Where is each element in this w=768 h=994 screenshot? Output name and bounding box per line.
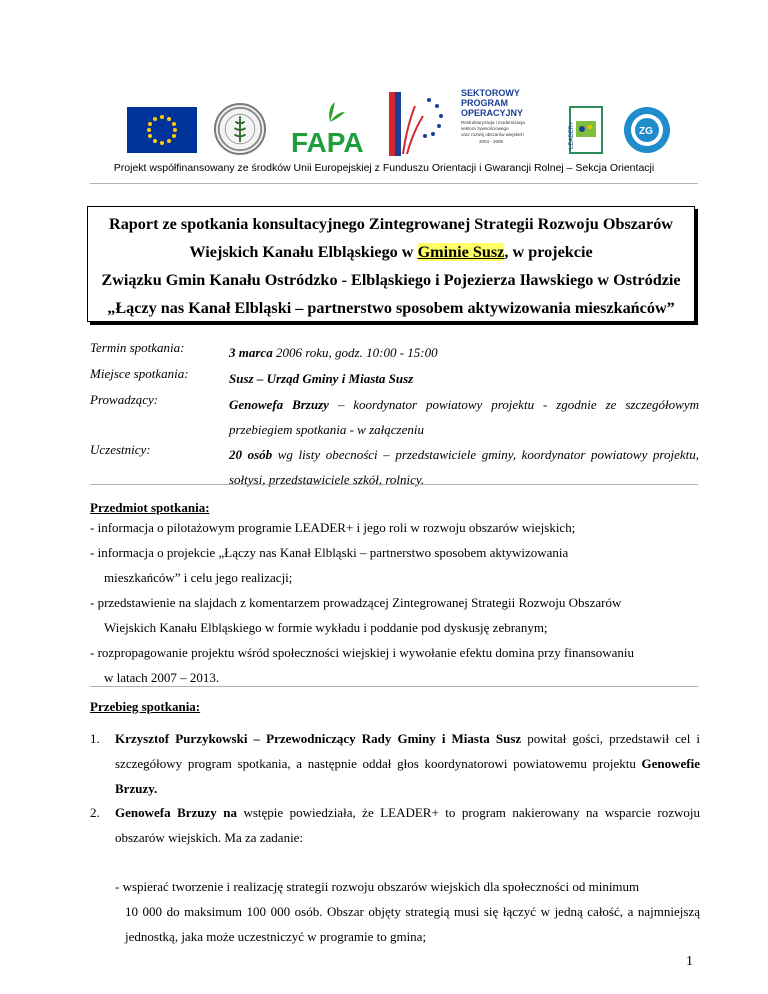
subject-bullet-3-line-2: Wiejskich Kanału Elbląskiego w formie wykładu i poddanie pod dyskusję zebranym; [104,620,548,635]
course-item-2-number: 2. [90,805,100,820]
page-number: 1 [686,954,693,969]
date-label: Termin spotkania: [90,340,185,355]
course-heading: Przebieg spotkania: [90,699,201,714]
eu-flag-logo [127,107,197,153]
place-label: Miejsce spotkania: [90,366,189,381]
svg-text:sektora żywnościowego: sektora żywnościowego [461,126,509,131]
lead-value [229,392,699,442]
fapa-logo [289,100,371,156]
svg-text:2004 - 2006: 2004 - 2006 [479,139,504,144]
lead-rest: – koordynator powiatowy projektu - zgodnie ze szczegółowym przebiegiem spotkania - w załączeniu [229,397,699,437]
subject-bullet-3 [90,590,700,640]
course-item-1-bold: Krzysztof Purzykowski – Przewodniczący Rady Gminy i Miasta Susz [115,731,522,746]
zg-logo [622,105,672,155]
svg-text:SEKTOROWY: SEKTOROWY [461,88,520,98]
course-item-2 [90,800,700,850]
place-bold: Susz – Urząd Gminy i Miasta Susz [229,371,414,386]
highlighted-gmina: Gminie Susz [417,243,505,261]
course-sub-item-1-line-2: 10 000 do maksimum 100 000 osób. Obszar objęty strategią musi się łączyć w jedną całość, a najmniejszą jednostką, jaka może uczestniczyć w programie to gmina; [125,904,700,944]
subject-bullet-2-line-1: - informacja o projekcie „Łączy nas Kanał Elbląski – partnerstwo sposobem aktywizowania [90,545,569,560]
svg-text:oraz rozwój obszarów wiejskich: oraz rozwój obszarów wiejskich [461,132,524,137]
svg-text:OPERACYJNY: OPERACYJNY [461,108,524,118]
lead-label: Prowadzący: [90,392,159,407]
date-value [229,340,699,365]
title-line-4: „Łączy nas Kanał Elbląski – partnerstwo sposobem aktywizowania mieszkańców” [107,299,675,317]
cofinancing-note: Projekt współfinansowany ze środków Unii Europejskiej z Funduszu Orientacji i Gwarancji Rolnej – Sekcja Orientacji [113,162,655,174]
course-sub-item-1-line-1: - wspierać tworzenie i realizację strategii rozwoju obszarów wiejskich dla społeczności od minimum [115,879,640,894]
participants-bold: 20 osób [229,447,273,462]
title-line-3: Związku Gmin Kanału Ostródzko - Elbląskiego i Pojezierza Iławskiego w Ostródzie [101,271,681,289]
subject-heading: Przedmiot spotkania: [90,500,210,515]
ministry-seal-logo [214,103,266,155]
subject-bullet-2-line-2: mieszkańców” i celu jego realizacji; [104,570,293,585]
participants-label: Uczestnicy: [90,442,151,457]
title-line-2-post: , w projekcie [504,243,593,261]
course-item-1-bold-2: Genowefie Brzuzy. [115,756,700,796]
course-item-2-bold: Genowefa Brzuzy na [115,805,237,820]
course-item-2-body: wstępie powiedziała, że LEADER+ to program nakierowany na wsparcie rozwoju obszarów wiejskich. Ma za zadanie: [115,805,701,845]
divider [90,183,698,184]
report-title-box [87,206,695,322]
subject-bullet-2 [90,540,700,590]
title-line-2-pre: Wiejskich Kanału Elbląskiego w [189,243,418,261]
spo-logo [389,86,537,156]
logo-bar [0,83,768,155]
course-item-1 [90,726,700,801]
date-bold: 3 marca [229,345,273,360]
place-value [229,366,699,391]
course-item-2-text [115,800,700,850]
svg-text:FAPA: FAPA [291,127,364,156]
subject-bullet-1-text: - informacja o pilotażowym programie LEADER+ i jego roli w rozwoju obszarów wiejskich; [90,520,576,535]
svg-text:LEADER+: LEADER+ [569,121,575,149]
course-item-1-number: 1. [90,731,100,746]
svg-text:ZG: ZG [639,126,653,137]
subject-bullet-4 [90,640,700,690]
course-item-1-text [115,726,700,801]
subject-bullet-3-line-1: - przedstawienie na slajdach z komentarzem prowadzącej Zintegrowanej Strategii Rozwoju Obszarów [90,595,622,610]
divider [90,686,698,687]
leader-logo [568,105,604,155]
svg-text:PROGRAM: PROGRAM [461,98,508,108]
subject-bullet-1 [90,515,700,540]
divider [90,484,698,485]
date-rest: 2006 roku, godz. 10:00 - 15:00 [272,345,438,360]
title-line-1: Raport ze spotkania konsultacyjnego Zintegrowanej Strategii Rozwoju Obszarów [109,215,673,233]
lead-bold: Genowefa Brzuzy [229,397,329,412]
title-line-2 [88,238,694,266]
course-item-1-body: powitał gości, przedstawił cel i szczegółowy program spotkania, a następnie oddał głos koordynatorowi powiatowemu projektu [115,731,701,771]
subject-bullet-4-line-2: w latach 2007 – 2013. [104,670,220,685]
subject-bullet-4-line-1: - rozpropagowanie projektu wśród społeczności wiejskiej i wywołanie efektu domina przy finansowaniu [90,645,635,660]
svg-text:Restrukturyzacja i modernizacj: Restrukturyzacja i modernizacja [461,120,525,125]
course-sub-item-1 [115,874,700,949]
participants-rest: wg listy obecności – przedstawiciele gminy, koordynator powiatowy projektu, sołtysi, przedstawiciele szkół, rolnicy. [229,447,699,487]
